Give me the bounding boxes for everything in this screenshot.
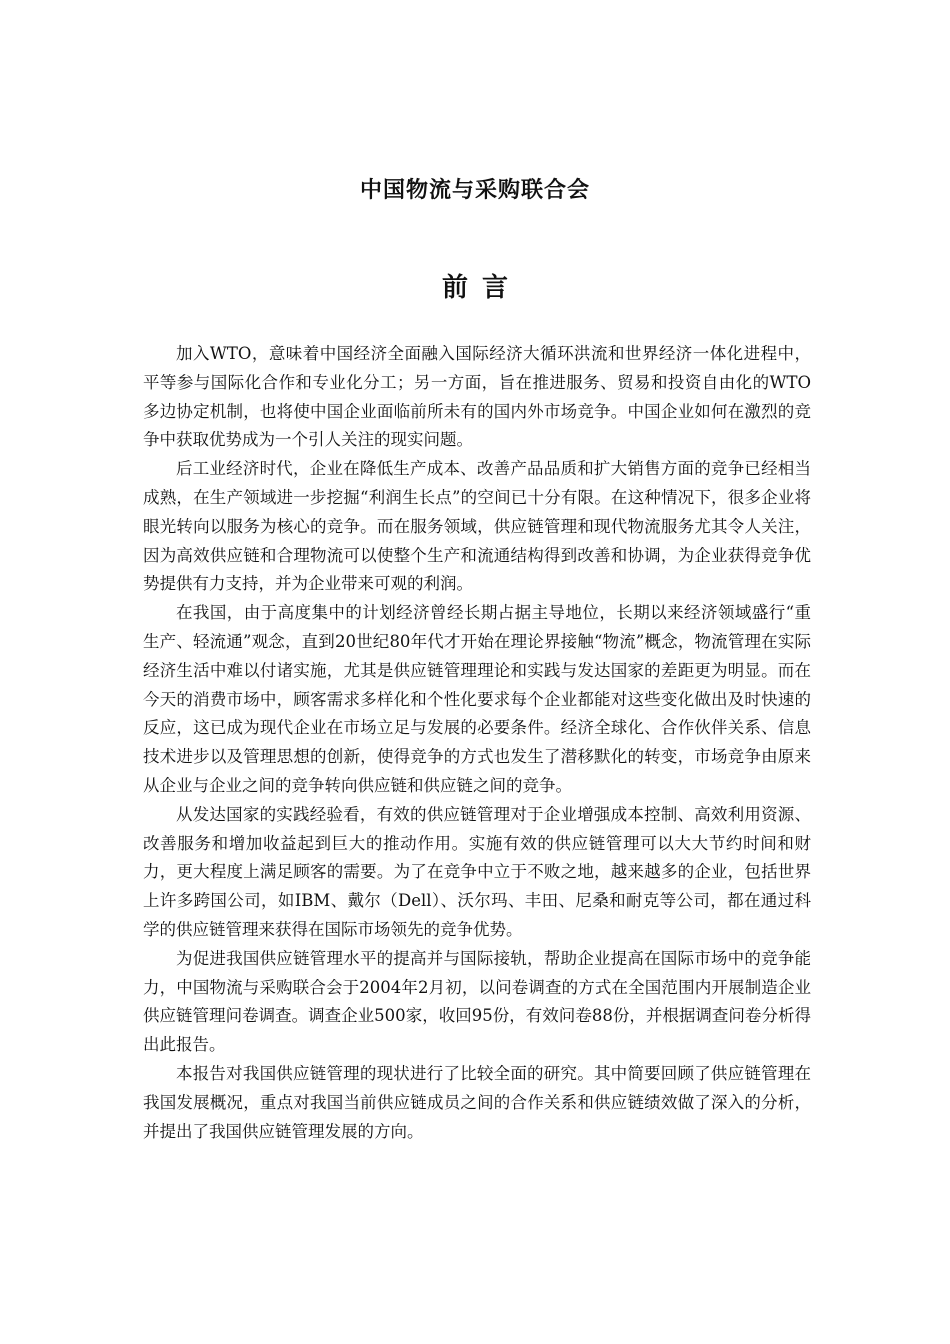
paragraph-1: 加入WTO，意味着中国经济全面融入国际经济大循环洪流和世界经济一体化进程中，平等参与国际化合作和专业化分工；另一方面，旨在推进服务、贸易和投资自由化的WTO多边协定机制，也将使中国企业面临前所未有的国内外市场竞争。中国企业如何在激烈的竞争中获取优势成为一个引人关注的现实问题。 <box>143 344 811 450</box>
paragraph-3: 在我国，由于高度集中的计划经济曾经长期占据主导地位，长期以来经济领域盛行“重生产、轻流通”观念，直到20世纪80年代才开始在理论界接触“物流”概念，物流管理在实际经济生活中难以付诸实施，尤其是供应链管理理论和实践与发达国家的差距更为明显。而在今天的消费市场中，顾客需求多样化和个性化要求每个企业都能对这些变化做出及时快速的反应，这已成为现代企业在市场立足与发展的必要条件。经济全球化、合作伙伴关系、信息技术进步以及管理思想的创新，使得竞争的方式也发生了潜移默化的转变，市场竞争由原来从企业与企业之间的竞争转向供应链和供应链之间的竞争。 <box>143 603 811 795</box>
paragraph-2: 后工业经济时代，企业在降低生产成本、改善产品品质和扩大销售方面的竞争已经相当成熟，在生产领域进一步挖掘“利润生长点”的空间已十分有限。在这种情况下，很多企业将眼光转向以服务为核心的竞争。而在服务领域，供应链管理和现代物流服务尤其令人关注，因为高效供应链和合理物流可以使整个生产和流通结构得到改善和协调，为企业获得竞争优势提供有力支持，并为企业带来可观的利润。 <box>143 459 811 594</box>
organization-title: 中国物流与采购联合会 <box>359 178 590 203</box>
paragraph-4: 从发达国家的实践经验看，有效的供应链管理对于企业增强成本控制、高效利用资源、改善服务和增加收益起到巨大的推动作用。实施有效的供应链管理可以大大节约时间和财力，更大程度上满足顾客的需要。为了在竞争中立于不败之地，越来越多的企业，包括世界上许多跨国公司，如IBM、戴尔（Dell）、沃尔玛、丰田、尼桑和耐克等公司，都在通过科学的供应链管理来获得在国际市场领先的竞争优势。 <box>143 804 811 939</box>
section-title-preface: 前言 <box>441 273 522 303</box>
preface-body <box>143 340 811 1146</box>
paragraph-5: 为促进我国供应链管理水平的提高并与国际接轨，帮助企业提高在国际市场中的竞争能力，中国物流与采购联合会于2004年2月初，以问卷调查的方式在全国范围内开展制造企业供应链管理问卷调查。调查企业500家，收回95份，有效问卷88份，并根据调查问卷分析得出此报告。 <box>143 948 811 1055</box>
paragraph-6: 本报告对我国供应链管理的现状进行了比较全面的研究。其中简要回顾了供应链管理在我国发展概况，重点对我国当前供应链成员之间的合作关系和供应链绩效做了深入的分析，并提出了我国供应链管理发展的方向。 <box>143 1063 811 1141</box>
